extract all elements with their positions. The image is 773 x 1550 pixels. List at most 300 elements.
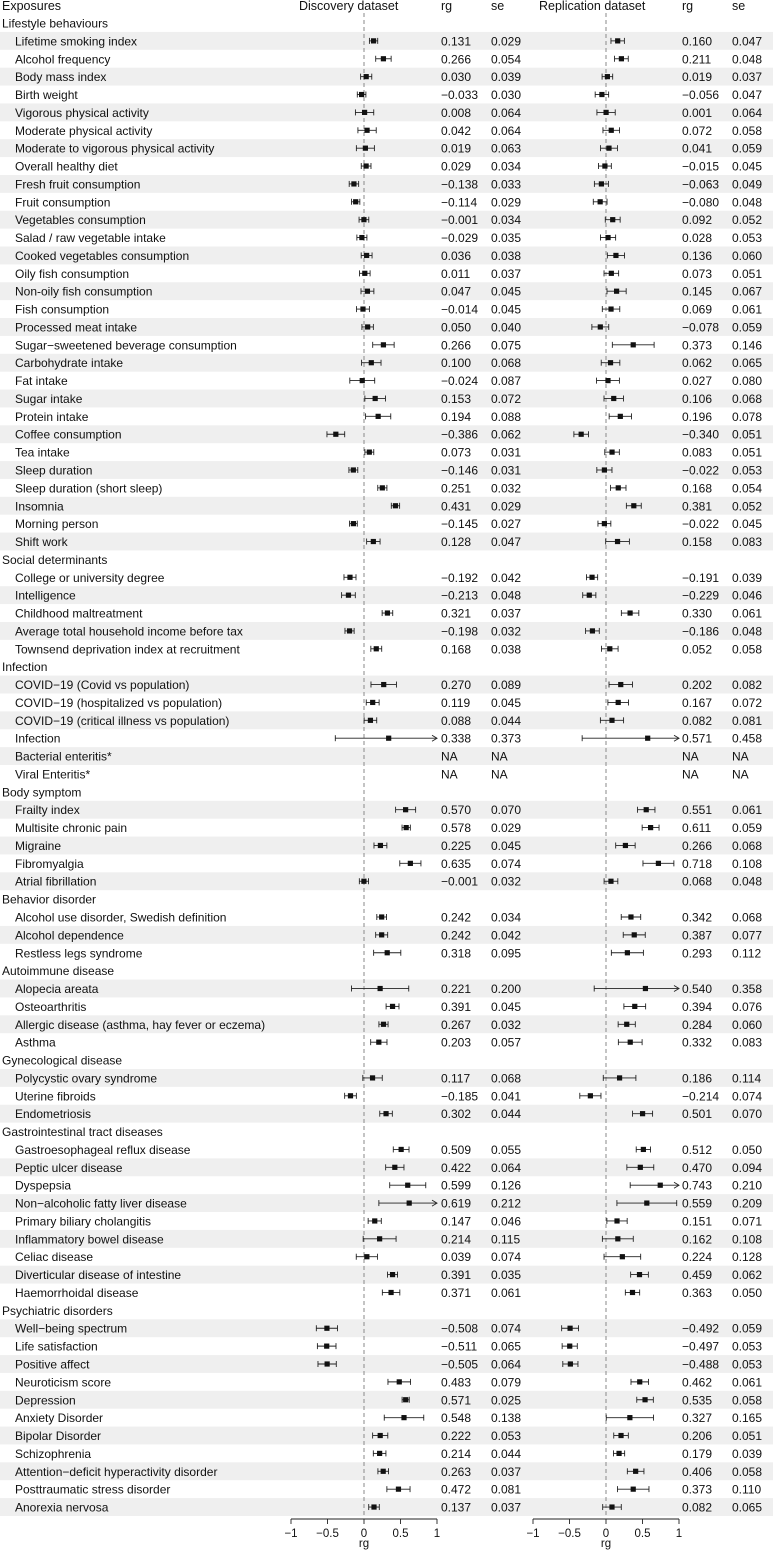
discovery-rg-value: 0.321 [441,606,472,621]
replication-se-value: 0.061 [732,1375,763,1390]
exposure-label: COVID−19 (hospitalized vs population) [15,695,223,710]
discovery-point-estimate [373,396,378,401]
discovery-point-estimate [378,986,383,991]
exposure-label: Average total household income before tax [15,624,243,639]
discovery-se-value: 0.041 [491,1089,522,1104]
replication-se-value: 0.094 [732,1160,763,1175]
discovery-se-value: 0.068 [491,356,522,371]
exposure-label: Body mass index [15,70,107,85]
discovery-rg-value: 0.137 [441,1500,472,1515]
discovery-rg-value: −0.001 [441,874,479,889]
exposure-label: Morning person [15,517,99,532]
discovery-rg-value: 0.431 [441,499,472,514]
discovery-point-estimate [386,736,391,741]
replication-se-value: 0.078 [732,409,763,424]
replication-se-value: 0.074 [732,1089,763,1104]
discovery-se-value: 0.034 [491,213,522,228]
discovery-se-value: 0.373 [491,731,522,746]
discovery-point-estimate [376,1040,381,1045]
replication-rg-value: −0.015 [682,159,720,174]
discovery-point-estimate [397,1379,402,1384]
discovery-point-estimate [346,593,351,598]
group-label: Infection [2,660,48,675]
discovery-se-value: 0.045 [491,302,522,317]
row-shade [0,747,773,765]
discovery-rg-value: 0.214 [441,1446,472,1461]
discovery-point-estimate [370,700,375,705]
discovery-point-estimate [379,932,384,937]
discovery-point-estimate [348,1093,353,1098]
exposure-label: COVID−19 (Covid vs population) [15,678,190,693]
discovery-se-value: 0.053 [491,1429,522,1444]
discovery-se-value: 0.138 [491,1411,522,1426]
discovery-se-value: 0.045 [491,284,522,299]
discovery-point-estimate [351,521,356,526]
replication-se-value: 0.051 [732,445,763,460]
replication-se-value: 0.060 [732,248,763,263]
replication-point-estimate [627,1415,632,1420]
replication-se-value: 0.076 [732,999,763,1014]
header-replication-se: se [732,0,746,13]
exposure-label: Posttraumatic stress disorder [15,1482,171,1497]
replication-se-value: 0.047 [732,88,763,103]
discovery-rg-value: 0.153 [441,391,472,406]
exposure-label: Vegetables consumption [15,213,146,228]
discovery-rg-value: 0.050 [441,320,472,335]
discovery-se-value: 0.044 [491,1107,522,1122]
exposure-label: Tea intake [15,445,70,460]
discovery-point-estimate [351,181,356,186]
discovery-point-estimate [381,1022,386,1027]
discovery-rg-value: 0.222 [441,1429,472,1444]
exposure-label: Vigorous physical activity [15,105,149,120]
replication-point-estimate [567,1344,572,1349]
discovery-se-value: 0.063 [491,141,522,156]
discovery-rg-value: 0.483 [441,1375,472,1390]
replication-point-estimate [603,110,608,115]
replication-rg-value: −0.056 [682,88,720,103]
replication-se-value: 0.061 [732,606,763,621]
replication-point-estimate [598,199,603,204]
exposure-label: Dyspepsia [15,1178,72,1193]
discovery-point-estimate [365,289,370,294]
replication-se-value: 0.052 [732,213,763,228]
replication-se-value: 0.058 [732,1393,763,1408]
replication-point-estimate [637,1272,642,1277]
discovery-se-value: 0.037 [491,266,522,281]
discovery-se-value: 0.048 [491,588,522,603]
discovery-rg-value: 0.338 [441,731,472,746]
discovery-se-value: 0.035 [491,1268,522,1283]
replication-se-value: 0.068 [732,838,763,853]
discovery-point-estimate [364,74,369,79]
replication-se-value: 0.049 [732,177,763,192]
row-shade [0,533,773,551]
replication-rg-value: NA [682,749,699,764]
discovery-point-estimate [369,360,374,365]
discovery-point-estimate [381,682,386,687]
replication-rg-value: 0.540 [682,982,713,997]
discovery-point-estimate [404,825,409,830]
discovery-se-value: 0.081 [491,1482,522,1497]
exposure-label: Insomnia [15,499,64,514]
discovery-point-estimate [380,485,385,490]
replication-point-estimate [615,539,620,544]
replication-rg-value: 0.160 [682,34,713,49]
discovery-rg-value: 0.039 [441,1250,472,1265]
replication-se-value: 0.051 [732,1429,763,1444]
exposure-label: Restless legs syndrome [15,946,143,961]
replication-point-estimate [609,128,614,133]
replication-point-estimate [608,879,613,884]
replication-rg-value: 0.082 [682,713,713,728]
replication-rg-value: 0.512 [682,1142,713,1157]
discovery-point-estimate [377,1236,382,1241]
replication-rg-value: 0.559 [682,1196,713,1211]
discovery-x-tick-label: −0.5 [316,1528,339,1540]
discovery-point-estimate [347,628,352,633]
row-shade [0,1498,773,1516]
replication-se-value: 0.108 [732,856,763,871]
discovery-rg-value: 0.088 [441,713,472,728]
discovery-se-value: 0.045 [491,999,522,1014]
discovery-se-value: 0.044 [491,713,522,728]
replication-rg-value: 0.743 [682,1178,713,1193]
replication-se-value: 0.059 [732,141,763,156]
exposure-label: Neuroticism score [15,1375,112,1390]
replication-rg-value: 0.027 [682,374,713,389]
discovery-point-estimate [381,56,386,61]
replication-se-value: 0.058 [732,642,763,657]
replication-se-value: 0.053 [732,463,763,478]
discovery-rg-value: 0.619 [441,1196,472,1211]
exposure-label: Oily fish consumption [15,266,130,281]
replication-point-estimate [627,610,632,615]
replication-point-estimate [613,253,618,258]
exposure-label: Peptic ulcer disease [15,1160,123,1175]
replication-se-value: 0.081 [732,713,763,728]
replication-se-value: 0.210 [732,1178,763,1193]
replication-rg-value: 0.202 [682,678,713,693]
header-discovery: Discovery dataset [299,0,399,13]
replication-se-value: 0.068 [732,910,763,925]
exposure-label: Sleep duration (short sleep) [15,481,163,496]
x-axis-label-replication: rg [600,1538,612,1550]
discovery-rg-value: −0.192 [441,570,479,585]
discovery-point-estimate [403,807,408,812]
discovery-se-value: 0.087 [491,374,522,389]
discovery-se-value: 0.044 [491,1446,522,1461]
replication-rg-value: 0.387 [682,928,713,943]
discovery-se-value: 0.064 [491,1357,522,1372]
exposure-label: Fat intake [15,374,68,389]
replication-point-estimate [628,1040,633,1045]
replication-rg-value: 0.373 [682,338,713,353]
discovery-rg-value: 0.047 [441,284,472,299]
discovery-se-value: 0.046 [491,1214,522,1229]
replication-se-value: 0.146 [732,338,763,353]
discovery-point-estimate [324,1344,329,1349]
replication-point-estimate [609,1504,614,1509]
replication-se-value: 0.054 [732,481,763,496]
replication-point-estimate [616,485,621,490]
discovery-rg-value: 0.391 [441,999,472,1014]
discovery-se-value: 0.032 [491,624,522,639]
discovery-se-value: 0.042 [491,928,522,943]
discovery-se-value: 0.031 [491,445,522,460]
discovery-rg-value: 0.578 [441,821,472,836]
discovery-rg-value: −0.386 [441,427,479,442]
discovery-se-value: 0.029 [491,195,522,210]
replication-se-value: 0.061 [732,803,763,818]
discovery-rg-value: 0.019 [441,141,472,156]
replication-point-estimate [632,932,637,937]
discovery-rg-value: 0.011 [441,266,471,281]
discovery-point-estimate [401,1415,406,1420]
discovery-rg-value: 0.029 [441,159,472,174]
replication-rg-value: −0.229 [682,588,720,603]
exposure-label: Intelligence [15,588,76,603]
replication-point-estimate [567,1326,572,1331]
x-axes [284,1519,682,1550]
replication-se-value: 0.070 [732,1107,763,1122]
discovery-se-value: 0.068 [491,1071,522,1086]
discovery-point-estimate [367,450,372,455]
discovery-point-estimate [360,306,365,311]
replication-point-estimate [618,414,623,419]
discovery-se-value: 0.034 [491,159,522,174]
exposure-label: Alcohol dependence [15,928,124,943]
discovery-se-value: 0.035 [491,231,522,246]
discovery-se-value: NA [491,749,508,764]
replication-se-value: 0.077 [732,928,763,943]
replication-point-estimate [644,1200,649,1205]
replication-se-value: 0.071 [732,1214,763,1229]
discovery-point-estimate [363,146,368,151]
discovery-rg-value: −0.508 [441,1321,479,1336]
discovery-se-value: 0.072 [491,391,522,406]
exposure-label: Asthma [15,1035,56,1050]
exposure-label: Alopecia areata [15,982,99,997]
discovery-rg-value: 0.599 [441,1178,472,1193]
discovery-point-estimate [399,1147,404,1152]
replication-se-value: 0.062 [732,1268,763,1283]
discovery-point-estimate [333,432,338,437]
replication-point-estimate [611,396,616,401]
discovery-se-value: 0.075 [491,338,522,353]
replication-rg-value: 0.535 [682,1393,713,1408]
discovery-rg-value: −0.029 [441,231,479,246]
row-shade [0,801,773,819]
replication-se-value: 0.068 [732,391,763,406]
discovery-x-tick-label: −1 [284,1528,298,1540]
discovery-rg-value: −0.505 [441,1357,479,1372]
replication-se-value: 0.045 [732,159,763,174]
replication-se-value: 0.112 [732,946,762,961]
discovery-se-value: 0.040 [491,320,522,335]
row-shade [0,872,773,890]
exposure-label: Life satisfaction [15,1339,98,1354]
discovery-rg-value: −0.024 [441,374,479,389]
discovery-se-value: 0.042 [491,570,522,585]
discovery-rg-value: 0.030 [441,70,472,85]
discovery-point-estimate [390,1272,395,1277]
discovery-rg-value: −0.185 [441,1089,479,1104]
discovery-se-value: 0.088 [491,409,522,424]
discovery-point-estimate [365,324,370,329]
exposure-label: Alcohol frequency [15,52,111,67]
replication-point-estimate [568,1361,573,1366]
replication-rg-value: 0.068 [682,874,713,889]
exposure-label: Overall healthy diet [15,159,118,174]
discovery-se-value: 0.045 [491,838,522,853]
replication-point-estimate [625,950,630,955]
discovery-se-value: 0.095 [491,946,522,961]
row-shade [0,497,773,515]
replication-se-value: 0.082 [732,678,763,693]
discovery-point-estimate [362,110,367,115]
exposure-label: Positive affect [15,1357,90,1372]
row-shade [0,1355,773,1373]
exposure-label: Sugar−sweetened beverage consumption [15,338,237,353]
replication-rg-value: 0.168 [682,481,713,496]
exposure-label: Migraine [15,838,62,853]
replication-point-estimate [632,1004,637,1009]
group-label: Lifestyle behaviours [2,16,109,31]
discovery-rg-value: 0.128 [441,535,472,550]
exposure-label: Lifetime smoking index [15,34,138,49]
replication-point-estimate [602,467,607,472]
replication-point-estimate [616,700,621,705]
replication-x-tick-label: 1 [675,1528,683,1540]
exposure-label: Viral Enteritis* [15,767,91,782]
discovery-x-tick-label: 1 [433,1528,441,1540]
replication-rg-value: 0.718 [682,856,713,871]
discovery-se-value: 0.038 [491,642,522,657]
replication-se-value: 0.358 [732,982,763,997]
exposure-label: Fresh fruit consumption [15,177,141,192]
replication-rg-value: 0.611 [682,821,712,836]
discovery-rg-value: 0.242 [441,910,472,925]
exposure-label: Primary biliary cholangitis [15,1214,152,1229]
discovery-rg-value: 0.472 [441,1482,472,1497]
replication-point-estimate [638,1165,643,1170]
discovery-point-estimate [396,1487,401,1492]
replication-point-estimate [608,306,613,311]
replication-point-estimate [656,861,661,866]
discovery-rg-value: NA [441,749,458,764]
exposure-label: Osteoarthritis [15,999,87,1014]
replication-point-estimate [588,1093,593,1098]
replication-se-value: NA [732,767,749,782]
discovery-se-value: 0.029 [491,499,522,514]
discovery-se-value: 0.074 [491,856,522,871]
replication-se-value: 0.083 [732,535,763,550]
discovery-point-estimate [393,503,398,508]
discovery-point-estimate [368,718,373,723]
discovery-rg-value: NA [441,767,458,782]
exposure-label: Uterine fibroids [15,1089,96,1104]
discovery-point-estimate [390,1004,395,1009]
replication-rg-value: 0.284 [682,1017,713,1032]
replication-point-estimate [579,432,584,437]
replication-rg-value: 0.381 [682,499,713,514]
replication-rg-value: −0.214 [682,1089,720,1104]
replication-point-estimate [623,843,628,848]
replication-se-value: 0.064 [732,105,763,120]
replication-rg-value: 0.332 [682,1035,713,1050]
discovery-rg-value: 0.391 [441,1268,472,1283]
discovery-se-value: 0.034 [491,910,522,925]
replication-se-value: 0.046 [732,588,763,603]
replication-point-estimate [599,92,604,97]
exposure-label: Childhood maltreatment [15,606,143,621]
replication-point-estimate [648,825,653,830]
header-discovery-se: se [491,0,505,13]
discovery-se-value: 0.031 [491,463,522,478]
header-discovery-rg: rg [441,0,453,13]
discovery-rg-value: 0.266 [441,338,472,353]
discovery-rg-value: −0.138 [441,177,479,192]
discovery-se-value: 0.079 [491,1375,522,1390]
replication-point-estimate [641,1147,646,1152]
exposure-label: Cooked vegetables consumption [15,248,190,263]
exposure-label: Fibromyalgia [15,856,84,871]
replication-rg-value: −0.340 [682,427,720,442]
exposure-label: Townsend deprivation index at recruitment [15,642,240,657]
replication-point-estimate [602,163,607,168]
discovery-point-estimate [379,914,384,919]
discovery-point-estimate [407,1200,412,1205]
replication-rg-value: 0.327 [682,1411,713,1426]
replication-rg-value: 0.186 [682,1071,713,1086]
replication-point-estimate [614,289,619,294]
replication-point-estimate [658,1183,663,1188]
discovery-se-value: NA [491,767,508,782]
exposure-label: Birth weight [15,88,78,103]
replication-se-value: 0.045 [732,517,763,532]
exposure-label: Diverticular disease of intestine [15,1268,182,1283]
replication-rg-value: 0.083 [682,445,713,460]
replication-x-tick-label: −1 [526,1528,540,1540]
discovery-point-estimate [385,950,390,955]
discovery-point-estimate [392,1165,397,1170]
discovery-se-value: 0.032 [491,1017,522,1032]
discovery-rg-value: 0.100 [441,356,472,371]
replication-point-estimate [642,1397,647,1402]
discovery-point-estimate [371,1504,376,1509]
replication-rg-value: 0.373 [682,1482,713,1497]
discovery-point-estimate [362,271,367,276]
exposure-label: Anxiety Disorder [15,1411,104,1426]
replication-se-value: 0.060 [732,1017,763,1032]
row-shade [0,586,773,604]
discovery-se-value: 0.027 [491,517,522,532]
discovery-point-estimate [364,1254,369,1259]
exposure-label: Haemorrhoidal disease [15,1285,139,1300]
replication-point-estimate [615,1236,620,1241]
discovery-se-value: 0.062 [491,427,522,442]
discovery-se-value: 0.212 [491,1196,522,1211]
exposure-label: Schizophrenia [15,1446,92,1461]
replication-se-value: 0.067 [732,284,763,299]
header-replication: Replication dataset [539,0,646,13]
replication-rg-value: 0.394 [682,999,713,1014]
replication-se-value: 0.048 [732,874,763,889]
replication-point-estimate [643,986,648,991]
replication-rg-value: 0.330 [682,606,713,621]
discovery-rg-value: −0.198 [441,624,479,639]
